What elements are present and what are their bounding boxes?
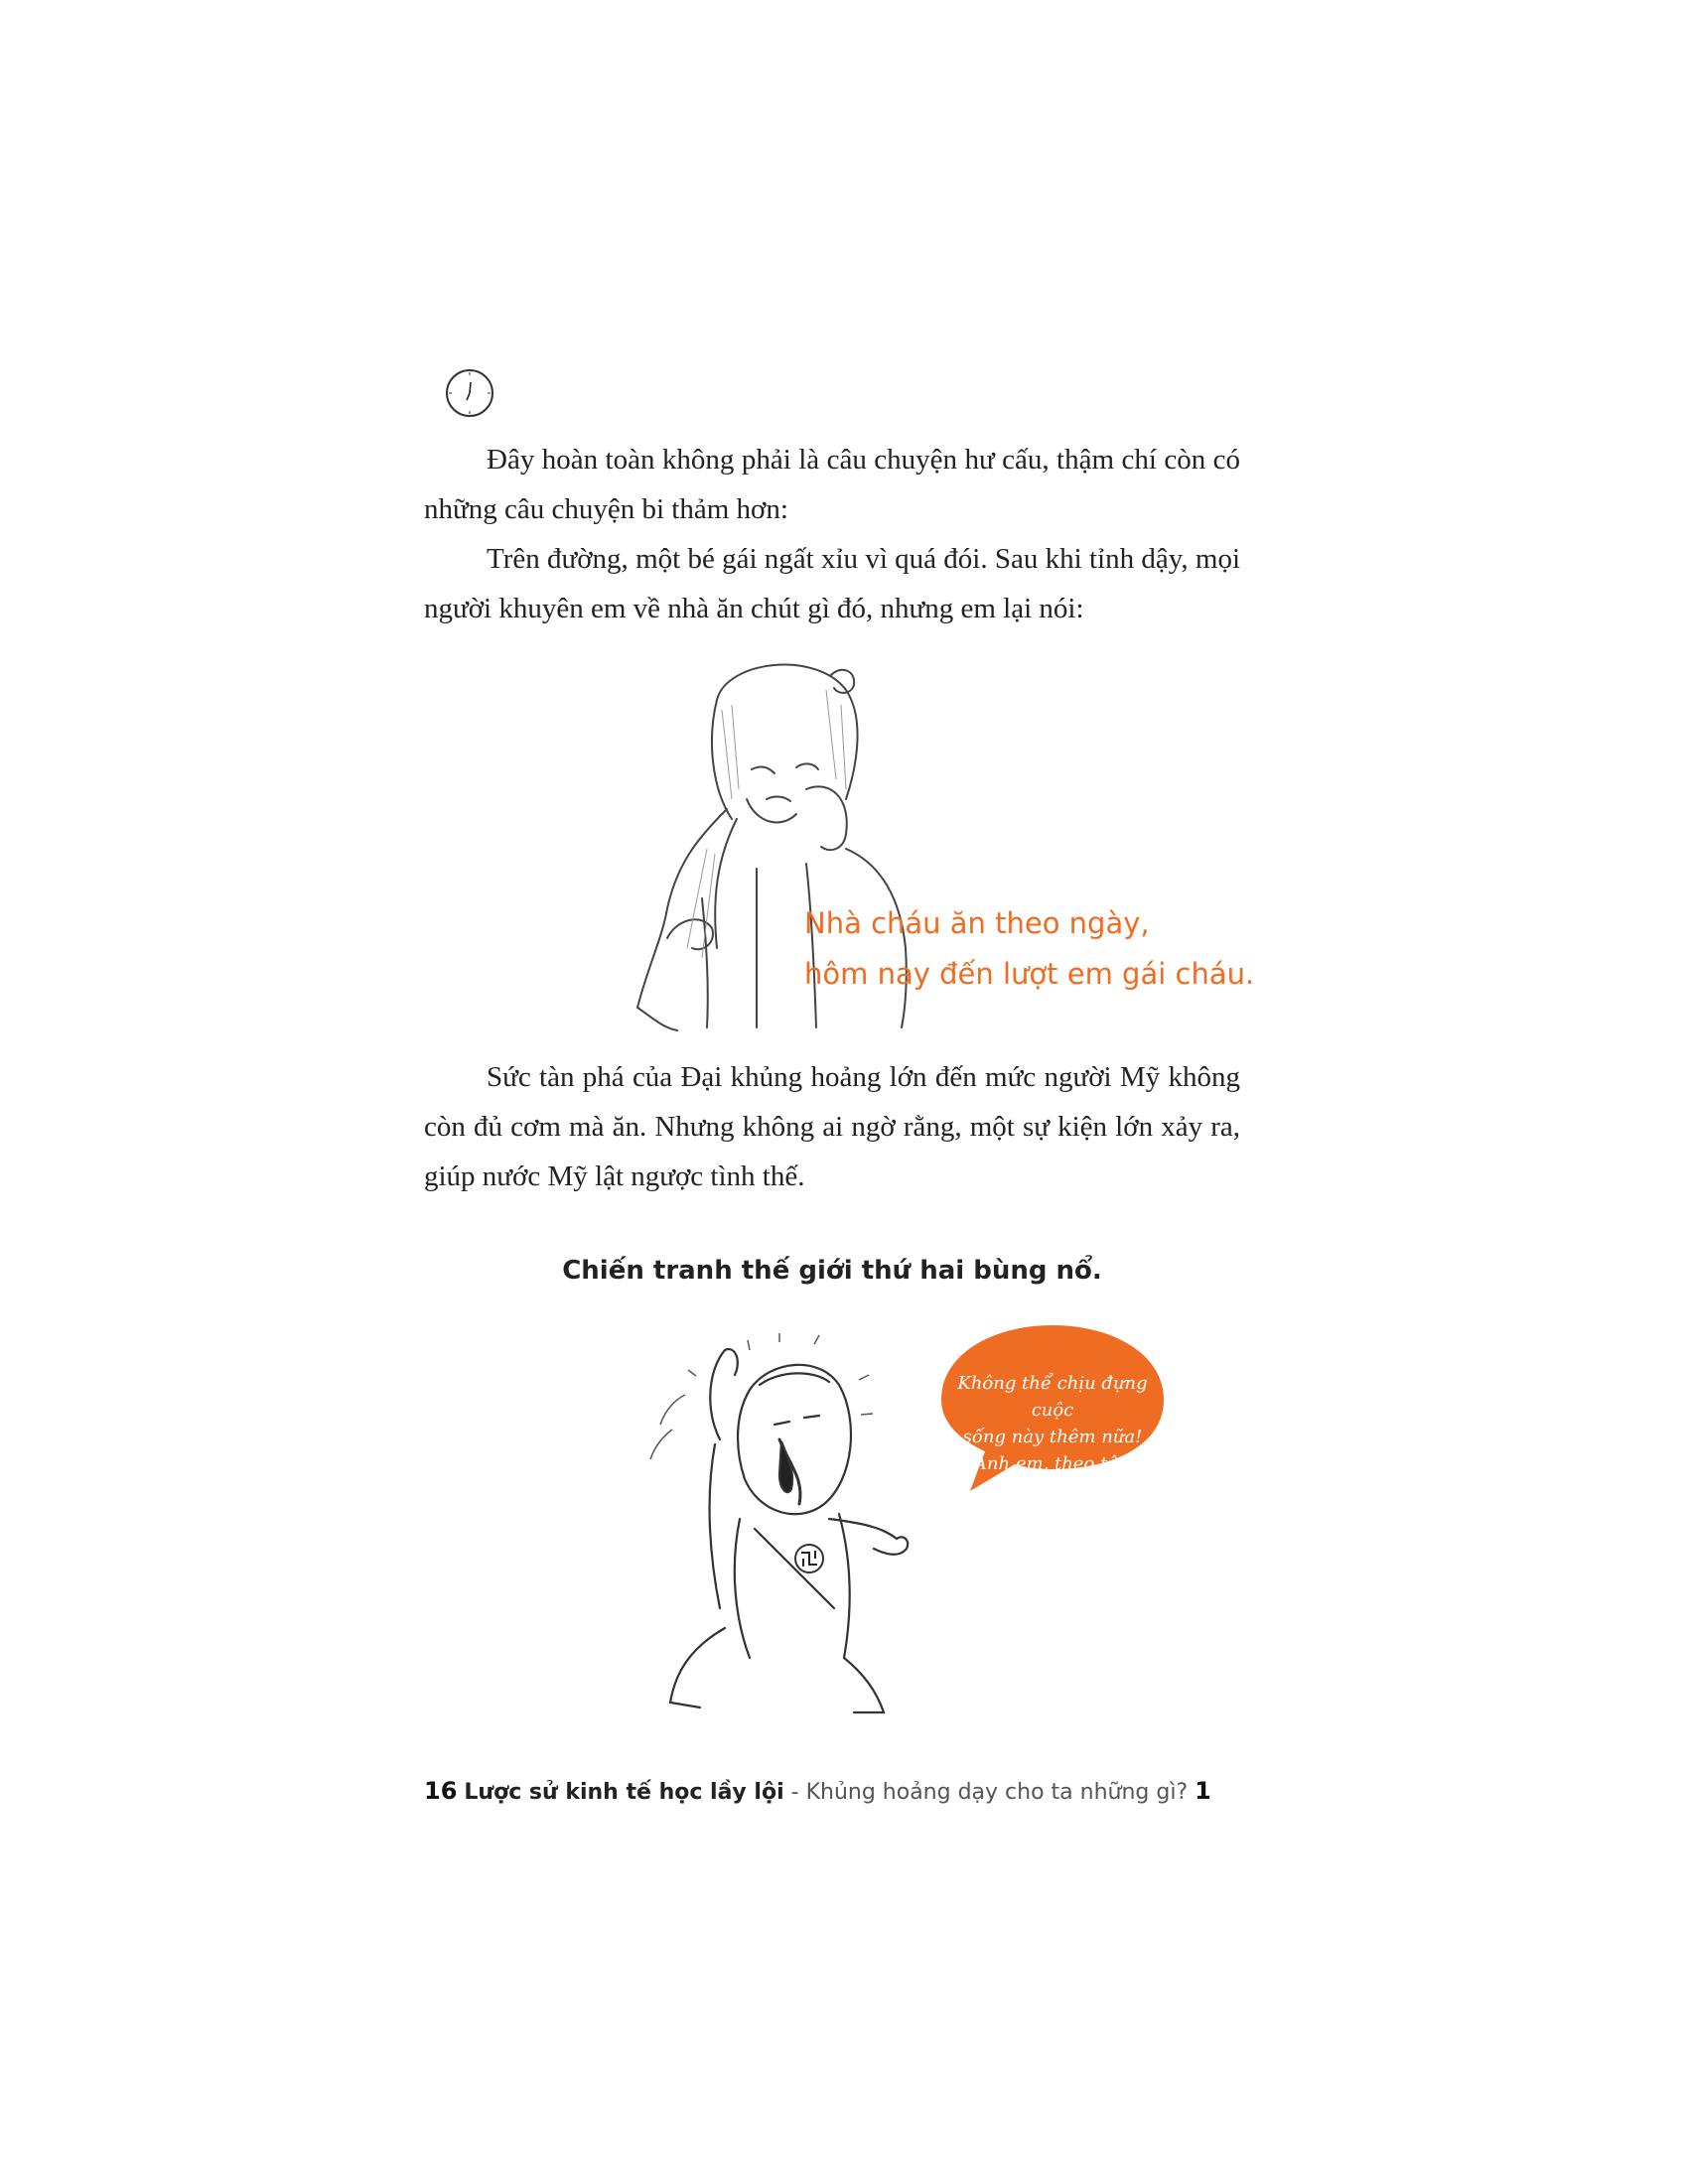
girl-quote-line-2: hôm nay đến lượt em gái cháu.: [804, 957, 1255, 991]
shouting-man-illustration: [631, 1330, 988, 1727]
girl-quote-caption: [804, 898, 1254, 1000]
speech-line-2: sống này thêm nữa!: [962, 1427, 1143, 1447]
paragraph-2: Trên đường, một bé gái ngất xỉu vì quá đói. Sau khi tỉnh dậy, mọi người khuyên em về nhà ăn chút gì đó, nhưng em lại nói:: [424, 543, 1240, 624]
speech-line-1: Không thể chịu đựng cuộc: [957, 1373, 1148, 1421]
clock-icon: [444, 367, 495, 419]
footer-separator: -: [783, 1780, 806, 1805]
speech-bubble-text: [943, 1370, 1162, 1477]
paragraph-3: Sức tàn phá của Đại khủng hoảng lớn đến mức người Mỹ không còn đủ cơm mà ăn. Nhưng không ai ngờ rằng, một sự kiện lớn xảy ra, giúp nước Mỹ lật ngược tình thế.: [424, 1061, 1240, 1192]
paragraph-1: Đây hoàn toàn không phải là câu chuyện hư cấu, thậm chí còn có những câu chuyện bi thảm hơn:: [424, 444, 1240, 525]
section-heading: Chiến tranh thế giới thứ hai bùng nổ.: [562, 1256, 1102, 1286]
page-number: 16: [424, 1777, 458, 1805]
speech-line-3: Anh em, theo tôi!: [973, 1453, 1132, 1474]
chapter-title: Khủng hoảng dạy cho ta những gì?: [805, 1780, 1189, 1805]
book-title: Lược sử kinh tế học lầy lội: [464, 1780, 784, 1805]
chapter-number: 1: [1195, 1777, 1211, 1805]
girl-quote-line-1: Nhà cháu ăn theo ngày,: [804, 906, 1150, 940]
page-footer: [424, 1777, 1211, 1805]
